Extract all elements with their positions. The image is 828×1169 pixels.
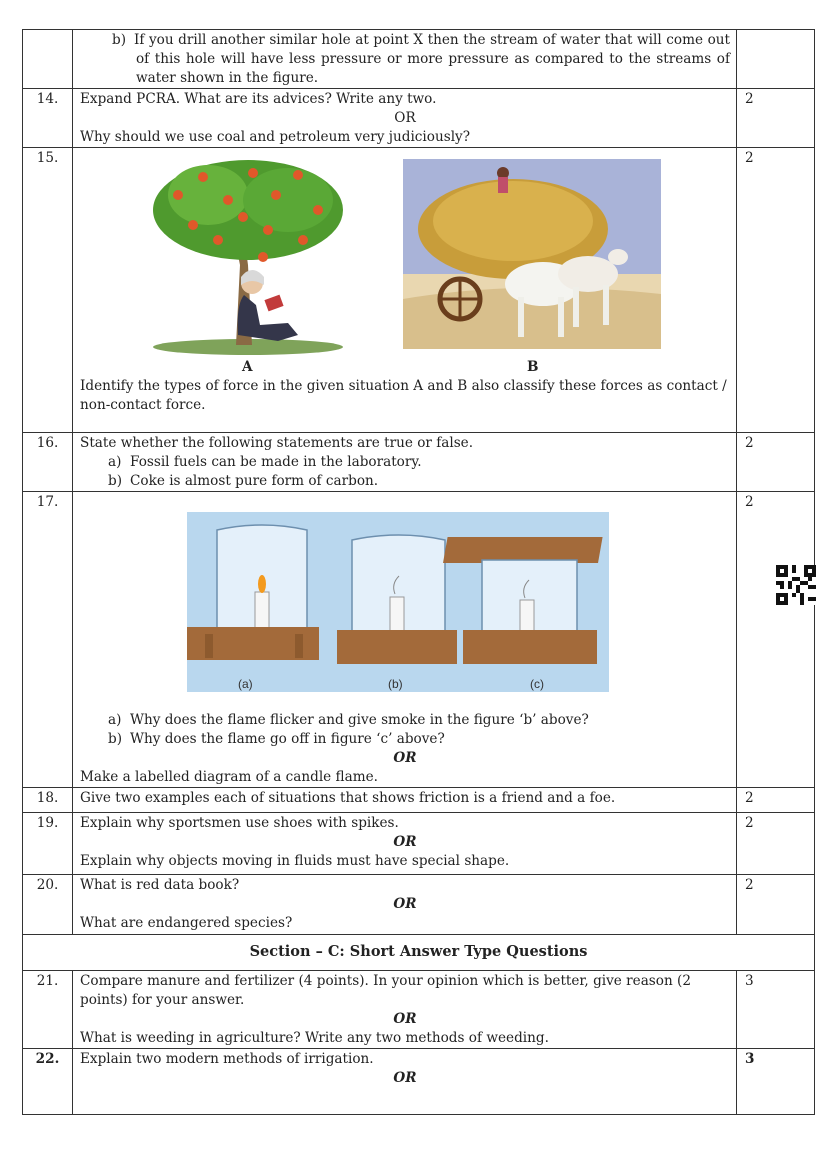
- question-text: [73, 971, 737, 1049]
- question-number: [23, 30, 73, 89]
- section-heading: Section – C: Short Answer Type Questions: [23, 935, 815, 971]
- question-line: Expand PCRA. What are its advices? Write any two.: [80, 91, 437, 107]
- question-row-13b: [23, 30, 815, 89]
- question-row-19: [23, 813, 815, 875]
- question-text: [73, 30, 737, 89]
- sub-label: b): [108, 731, 123, 747]
- question-row-17: [23, 492, 815, 788]
- figure-a-label: A: [242, 359, 253, 375]
- list-item: [80, 472, 730, 491]
- marks-cell: 2: [737, 89, 815, 148]
- sub-text: Why does the flame flicker and give smoke in the figure ‘b’ above?: [130, 712, 589, 728]
- question-text: [73, 492, 737, 788]
- question-number: 20.: [23, 875, 73, 935]
- question-number: 17.: [23, 492, 73, 788]
- marks-cell: 3: [737, 1049, 815, 1115]
- question-number: 16.: [23, 433, 73, 492]
- or-label: OR: [393, 834, 417, 850]
- or-label: OR: [393, 1070, 417, 1086]
- question-line: Explain two modern methods of irrigation.: [80, 1051, 374, 1067]
- question-row-16: [23, 433, 815, 492]
- list-item: [80, 453, 730, 472]
- question-line: Compare manure and fertilizer (4 points). In your opinion which is better, give reason (2 points) for your answer.: [80, 973, 691, 1008]
- sub-text: Why does the flame go off in figure ‘c’ above?: [130, 731, 445, 747]
- sub-text: Fossil fuels can be made in the laboratory.: [130, 454, 422, 470]
- question-line: Make a labelled diagram of a candle flame.: [80, 769, 378, 785]
- question-line: State whether the following statements are true or false.: [80, 435, 474, 451]
- marks-cell: 2: [737, 875, 815, 935]
- marks-cell: 2: [737, 148, 815, 433]
- question-text: [73, 148, 737, 433]
- figure-label-a: (a): [238, 677, 253, 691]
- question-number: 18.: [23, 788, 73, 813]
- question-line: What are endangered species?: [80, 915, 293, 931]
- list-item: [80, 711, 730, 730]
- figure-b-label: B: [527, 359, 539, 375]
- question-text: [73, 433, 737, 492]
- question-text: [73, 813, 737, 875]
- question-text: Give two examples each of situations that shows friction is a friend and a foe.: [73, 788, 737, 813]
- question-line: Explain why objects moving in fluids must have special shape.: [80, 853, 510, 869]
- question-text: [73, 89, 737, 148]
- figure-candle-experiment: [187, 512, 609, 692]
- question-number: 14.: [23, 89, 73, 148]
- or-label: OR: [393, 896, 417, 912]
- question-row-22: [23, 1049, 815, 1115]
- marks-cell: 2: [737, 433, 815, 492]
- qr-code-icon: [776, 565, 816, 605]
- question-line: What is weeding in agriculture? Write any two methods of weeding.: [80, 1030, 549, 1046]
- sub-text: If you drill another similar hole at point X then the stream of water that will come out of this hole will have less pressure or more pressure as compared to the streams of water shown in the figure.: [134, 32, 730, 86]
- figure-label-c: (c): [530, 677, 544, 691]
- or-label: OR: [394, 110, 416, 126]
- sub-label: a): [108, 712, 122, 728]
- question-number: 21.: [23, 971, 73, 1049]
- question-row-14: [23, 89, 815, 148]
- question-paper: [22, 29, 793, 1115]
- question-line: What is red data book?: [80, 877, 240, 893]
- sub-label: b): [112, 32, 127, 48]
- marks-cell: [737, 30, 815, 89]
- question-line: Why should we use coal and petroleum very judiciously?: [80, 129, 471, 145]
- marks-cell: 2: [737, 788, 815, 813]
- or-label: OR: [393, 1011, 417, 1027]
- question-number: 15.: [23, 148, 73, 433]
- question-row-21: [23, 971, 815, 1049]
- question-text: [73, 1049, 737, 1115]
- question-number: 22.: [23, 1049, 73, 1115]
- list-item: [80, 730, 730, 749]
- sub-label: a): [108, 454, 122, 470]
- figure-a-apple-tree: [148, 155, 358, 355]
- question-row-20: [23, 875, 815, 935]
- question-line: Identify the types of force in the given situation A and B also classify these forces as contact / non-contact force.: [80, 378, 727, 413]
- questions-table: [22, 29, 815, 1115]
- figure-label-b: (b): [388, 677, 403, 691]
- question-number: 19.: [23, 813, 73, 875]
- marks-cell: 2: [737, 492, 815, 788]
- marks-cell: 2: [737, 813, 815, 875]
- figure-b-bullock-cart: [403, 159, 661, 349]
- question-line: Explain why sportsmen use shoes with spikes.: [80, 815, 399, 831]
- or-label: OR: [393, 750, 417, 766]
- sub-text: Coke is almost pure form of carbon.: [130, 473, 379, 489]
- question-row-15: [23, 148, 815, 433]
- question-row-18: [23, 788, 815, 813]
- question-text: [73, 875, 737, 935]
- marks-cell: 3: [737, 971, 815, 1049]
- sub-label: b): [108, 473, 123, 489]
- section-header-row: [23, 935, 815, 971]
